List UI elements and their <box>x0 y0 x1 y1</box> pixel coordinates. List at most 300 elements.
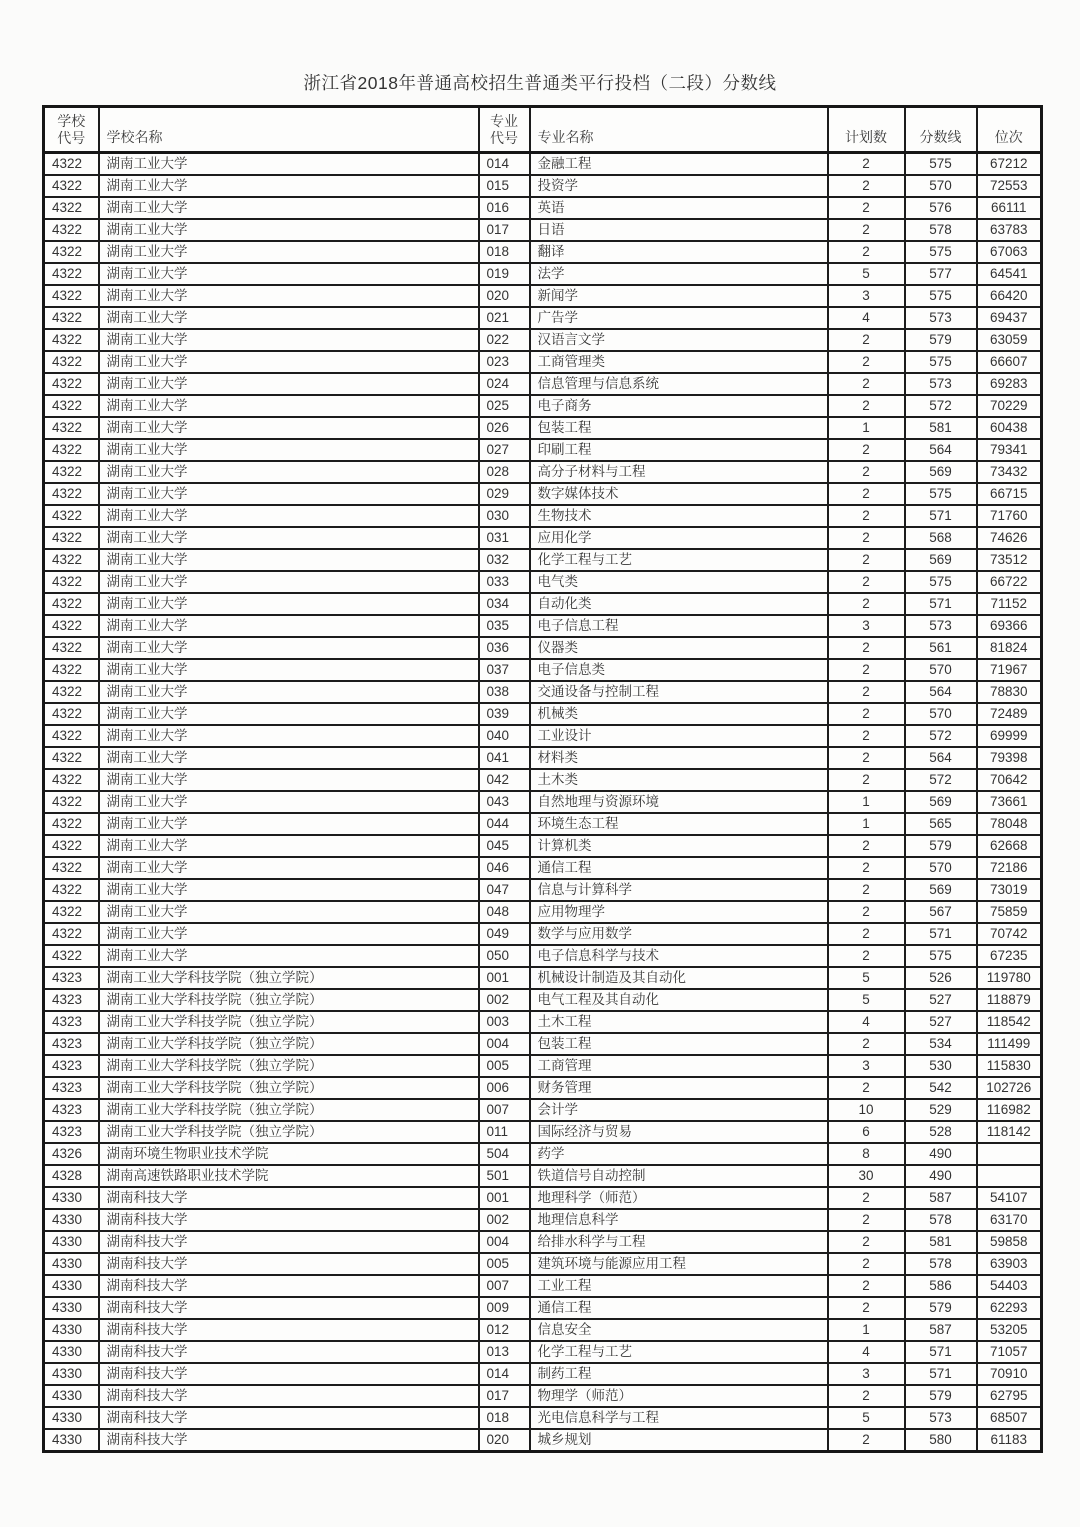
cell-rank: 54107 <box>977 1187 1042 1209</box>
cell-plan-count: 2 <box>828 395 905 417</box>
cell-school-name: 湖南工业大学 <box>99 879 479 901</box>
table-row <box>44 461 1042 483</box>
cell-major-name: 通信工程 <box>530 1297 828 1319</box>
cell-school-name: 湖南工业大学 <box>99 241 479 263</box>
cell-major-name: 会计学 <box>530 1099 828 1121</box>
cell-school-name: 湖南工业大学 <box>99 769 479 791</box>
cell-plan-count: 2 <box>828 1429 905 1452</box>
table-row <box>44 791 1042 813</box>
table-row <box>44 1341 1042 1363</box>
table-row <box>44 1055 1042 1077</box>
cell-major-code: 031 <box>479 527 530 549</box>
cell-school-name: 湖南工业大学科技学院（独立学院） <box>99 1033 479 1055</box>
cell-major-name: 药学 <box>530 1143 828 1165</box>
cell-school-code: 4323 <box>44 1055 99 1077</box>
table-row <box>44 703 1042 725</box>
cell-rank: 62668 <box>977 835 1042 857</box>
cell-major-code: 045 <box>479 835 530 857</box>
cell-school-code: 4330 <box>44 1319 99 1341</box>
cell-school-code: 4322 <box>44 241 99 263</box>
table-row <box>44 923 1042 945</box>
cell-score-line: 528 <box>905 1121 977 1143</box>
cell-rank: 119780 <box>977 967 1042 989</box>
cell-school-name: 湖南工业大学 <box>99 483 479 505</box>
cell-score-line: 570 <box>905 659 977 681</box>
cell-major-name: 化学工程与工艺 <box>530 1341 828 1363</box>
table-row <box>44 659 1042 681</box>
table-row <box>44 483 1042 505</box>
cell-score-line: 579 <box>905 1385 977 1407</box>
cell-school-code: 4322 <box>44 615 99 637</box>
cell-school-code: 4322 <box>44 593 99 615</box>
cell-major-code: 004 <box>479 1033 530 1055</box>
cell-rank: 63170 <box>977 1209 1042 1231</box>
cell-score-line: 569 <box>905 791 977 813</box>
cell-major-code: 041 <box>479 747 530 769</box>
cell-major-name: 交通设备与控制工程 <box>530 681 828 703</box>
cell-score-line: 575 <box>905 285 977 307</box>
cell-school-name: 湖南工业大学科技学院（独立学院） <box>99 967 479 989</box>
cell-rank: 62795 <box>977 1385 1042 1407</box>
cell-school-name: 湖南科技大学 <box>99 1253 479 1275</box>
table-row <box>44 241 1042 263</box>
table-row <box>44 505 1042 527</box>
cell-rank: 69999 <box>977 725 1042 747</box>
cell-score-line: 570 <box>905 857 977 879</box>
cell-school-name: 湖南工业大学 <box>99 395 479 417</box>
cell-plan-count: 2 <box>828 1275 905 1297</box>
cell-plan-count: 3 <box>828 1055 905 1077</box>
cell-score-line: 573 <box>905 373 977 395</box>
cell-plan-count: 3 <box>828 285 905 307</box>
header-row <box>44 107 1042 153</box>
cell-school-code: 4322 <box>44 175 99 197</box>
cell-score-line: 587 <box>905 1319 977 1341</box>
cell-school-code: 4330 <box>44 1407 99 1429</box>
cell-major-code: 021 <box>479 307 530 329</box>
cell-score-line: 571 <box>905 1363 977 1385</box>
cell-score-line: 575 <box>905 153 977 176</box>
cell-school-name: 湖南工业大学 <box>99 703 479 725</box>
cell-major-code: 027 <box>479 439 530 461</box>
cell-plan-count: 2 <box>828 769 905 791</box>
table-row <box>44 263 1042 285</box>
cell-school-code: 4322 <box>44 285 99 307</box>
cell-major-code: 046 <box>479 857 530 879</box>
cell-score-line: 581 <box>905 417 977 439</box>
cell-major-name: 工商管理 <box>530 1055 828 1077</box>
cell-major-name: 印刷工程 <box>530 439 828 461</box>
cell-score-line: 575 <box>905 571 977 593</box>
cell-rank: 118542 <box>977 1011 1042 1033</box>
cell-major-code: 024 <box>479 373 530 395</box>
cell-school-code: 4322 <box>44 461 99 483</box>
cell-school-name: 湖南科技大学 <box>99 1363 479 1385</box>
cell-school-code: 4330 <box>44 1429 99 1452</box>
cell-major-code: 020 <box>479 285 530 307</box>
table-row <box>44 1297 1042 1319</box>
cell-school-name: 湖南科技大学 <box>99 1429 479 1452</box>
cell-rank: 66111 <box>977 197 1042 219</box>
cell-school-code: 4323 <box>44 1077 99 1099</box>
cell-score-line: 572 <box>905 395 977 417</box>
table-row <box>44 879 1042 901</box>
cell-major-code: 018 <box>479 1407 530 1429</box>
cell-school-code: 4322 <box>44 769 99 791</box>
cell-rank: 63903 <box>977 1253 1042 1275</box>
cell-plan-count: 2 <box>828 505 905 527</box>
table-row <box>44 1275 1042 1297</box>
table-row <box>44 1011 1042 1033</box>
table-row <box>44 1253 1042 1275</box>
cell-score-line: 564 <box>905 747 977 769</box>
cell-plan-count: 1 <box>828 417 905 439</box>
cell-major-name: 城乡规划 <box>530 1429 828 1452</box>
cell-major-name: 给排水科学与工程 <box>530 1231 828 1253</box>
cell-major-name: 翻译 <box>530 241 828 263</box>
cell-major-code: 023 <box>479 351 530 373</box>
cell-rank: 66420 <box>977 285 1042 307</box>
cell-plan-count: 2 <box>828 879 905 901</box>
cell-score-line: 573 <box>905 307 977 329</box>
table-row <box>44 989 1042 1011</box>
cell-major-code: 026 <box>479 417 530 439</box>
cell-school-name: 湖南工业大学 <box>99 219 479 241</box>
cell-major-name: 投资学 <box>530 175 828 197</box>
cell-school-code: 4322 <box>44 857 99 879</box>
header-major-code: 专业 代号 <box>479 107 530 153</box>
cell-major-code: 036 <box>479 637 530 659</box>
cell-school-code: 4323 <box>44 1099 99 1121</box>
cell-school-code: 4330 <box>44 1297 99 1319</box>
cell-plan-count: 5 <box>828 967 905 989</box>
cell-plan-count: 2 <box>828 1033 905 1055</box>
table-row <box>44 307 1042 329</box>
cell-school-name: 湖南工业大学 <box>99 901 479 923</box>
cell-school-code: 4322 <box>44 835 99 857</box>
cell-rank: 66715 <box>977 483 1042 505</box>
table-row <box>44 1363 1042 1385</box>
cell-major-code: 002 <box>479 989 530 1011</box>
cell-plan-count: 2 <box>828 1209 905 1231</box>
cell-rank: 70742 <box>977 923 1042 945</box>
cell-school-name: 湖南工业大学 <box>99 461 479 483</box>
cell-major-name: 土木类 <box>530 769 828 791</box>
cell-score-line: 526 <box>905 967 977 989</box>
table-row <box>44 285 1042 307</box>
cell-major-name: 机械设计制造及其自动化 <box>530 967 828 989</box>
cell-score-line: 527 <box>905 989 977 1011</box>
cell-rank: 79398 <box>977 747 1042 769</box>
cell-plan-count: 1 <box>828 791 905 813</box>
cell-major-name: 高分子材料与工程 <box>530 461 828 483</box>
table-row <box>44 901 1042 923</box>
cell-score-line: 575 <box>905 241 977 263</box>
cell-major-name: 电气工程及其自动化 <box>530 989 828 1011</box>
cell-plan-count: 2 <box>828 571 905 593</box>
cell-major-code: 038 <box>479 681 530 703</box>
cell-major-code: 022 <box>479 329 530 351</box>
table-row <box>44 395 1042 417</box>
table-header <box>44 107 1042 153</box>
cell-plan-count: 4 <box>828 1341 905 1363</box>
cell-school-code: 4322 <box>44 747 99 769</box>
cell-score-line: 573 <box>905 1407 977 1429</box>
cell-major-code: 009 <box>479 1297 530 1319</box>
table-row <box>44 571 1042 593</box>
cell-plan-count: 10 <box>828 1099 905 1121</box>
cell-major-code: 015 <box>479 175 530 197</box>
cell-plan-count: 2 <box>828 703 905 725</box>
cell-major-name: 广告学 <box>530 307 828 329</box>
cell-rank: 75859 <box>977 901 1042 923</box>
cell-plan-count: 2 <box>828 725 905 747</box>
cell-major-name: 应用物理学 <box>530 901 828 923</box>
cell-major-code: 035 <box>479 615 530 637</box>
cell-school-code: 4322 <box>44 879 99 901</box>
cell-major-name: 光电信息科学与工程 <box>530 1407 828 1429</box>
cell-score-line: 581 <box>905 1231 977 1253</box>
cell-rank: 70642 <box>977 769 1042 791</box>
cell-school-code: 4322 <box>44 681 99 703</box>
cell-major-code: 047 <box>479 879 530 901</box>
cell-rank: 79341 <box>977 439 1042 461</box>
table-row <box>44 373 1042 395</box>
cell-score-line: 571 <box>905 1341 977 1363</box>
cell-major-code: 001 <box>479 967 530 989</box>
cell-school-code: 4328 <box>44 1165 99 1187</box>
cell-score-line: 571 <box>905 923 977 945</box>
cell-school-code: 4326 <box>44 1143 99 1165</box>
cell-major-name: 铁道信号自动控制 <box>530 1165 828 1187</box>
cell-major-name: 金融工程 <box>530 153 828 176</box>
cell-rank: 115830 <box>977 1055 1042 1077</box>
cell-school-code: 4330 <box>44 1363 99 1385</box>
table-row <box>44 813 1042 835</box>
cell-major-code: 040 <box>479 725 530 747</box>
cell-score-line: 573 <box>905 615 977 637</box>
cell-major-name: 土木工程 <box>530 1011 828 1033</box>
table-row <box>44 725 1042 747</box>
cell-plan-count: 2 <box>828 527 905 549</box>
table-row <box>44 351 1042 373</box>
cell-rank: 64541 <box>977 263 1042 285</box>
cell-major-name: 通信工程 <box>530 857 828 879</box>
cell-score-line: 570 <box>905 175 977 197</box>
cell-school-code: 4322 <box>44 153 99 176</box>
table-row <box>44 1385 1042 1407</box>
cell-score-line: 572 <box>905 769 977 791</box>
cell-rank: 68507 <box>977 1407 1042 1429</box>
table-row <box>44 835 1042 857</box>
cell-school-code: 4322 <box>44 637 99 659</box>
cell-school-name: 湖南工业大学 <box>99 373 479 395</box>
cell-major-code: 034 <box>479 593 530 615</box>
table-row <box>44 747 1042 769</box>
cell-major-code: 018 <box>479 241 530 263</box>
cell-major-name: 新闻学 <box>530 285 828 307</box>
cell-school-code: 4322 <box>44 945 99 967</box>
cell-rank: 60438 <box>977 417 1042 439</box>
cell-major-name: 工商管理类 <box>530 351 828 373</box>
cell-major-code: 004 <box>479 1231 530 1253</box>
cell-major-name: 电子信息科学与技术 <box>530 945 828 967</box>
table-row <box>44 219 1042 241</box>
cell-school-name: 湖南科技大学 <box>99 1385 479 1407</box>
cell-major-name: 计算机类 <box>530 835 828 857</box>
cell-rank: 62293 <box>977 1297 1042 1319</box>
cell-school-code: 4322 <box>44 197 99 219</box>
cell-major-code: 039 <box>479 703 530 725</box>
cell-plan-count: 2 <box>828 1077 905 1099</box>
cell-major-code: 030 <box>479 505 530 527</box>
cell-school-code: 4330 <box>44 1253 99 1275</box>
table-row <box>44 1165 1042 1187</box>
cell-plan-count: 2 <box>828 483 905 505</box>
cell-rank: 111499 <box>977 1033 1042 1055</box>
table-row <box>44 197 1042 219</box>
header-school-name: 学校名称 <box>99 107 479 153</box>
cell-score-line: 580 <box>905 1429 977 1452</box>
table-body <box>44 153 1042 1452</box>
cell-major-code: 012 <box>479 1319 530 1341</box>
cell-plan-count: 2 <box>828 197 905 219</box>
cell-plan-count: 2 <box>828 747 905 769</box>
cell-school-name: 湖南工业大学 <box>99 197 479 219</box>
cell-rank: 71760 <box>977 505 1042 527</box>
cell-score-line: 578 <box>905 1253 977 1275</box>
cell-major-name: 地理信息科学 <box>530 1209 828 1231</box>
cell-school-name: 湖南工业大学科技学院（独立学院） <box>99 1011 479 1033</box>
cell-plan-count: 2 <box>828 549 905 571</box>
cell-school-code: 4330 <box>44 1275 99 1297</box>
cell-rank <box>977 1165 1042 1187</box>
cell-score-line: 565 <box>905 813 977 835</box>
cell-school-name: 湖南工业大学科技学院（独立学院） <box>99 1099 479 1121</box>
cell-school-name: 湖南科技大学 <box>99 1319 479 1341</box>
header-rank: 位次 <box>977 107 1042 153</box>
cell-plan-count: 2 <box>828 219 905 241</box>
table-row <box>44 175 1042 197</box>
cell-rank: 54403 <box>977 1275 1042 1297</box>
cell-rank: 72553 <box>977 175 1042 197</box>
cell-rank: 70229 <box>977 395 1042 417</box>
cell-score-line: 575 <box>905 483 977 505</box>
cell-plan-count: 2 <box>828 593 905 615</box>
cell-plan-count: 3 <box>828 615 905 637</box>
cell-score-line: 575 <box>905 945 977 967</box>
cell-major-name: 化学工程与工艺 <box>530 549 828 571</box>
cell-school-code: 4322 <box>44 901 99 923</box>
cell-plan-count: 2 <box>828 1297 905 1319</box>
table-row <box>44 769 1042 791</box>
cell-major-code: 011 <box>479 1121 530 1143</box>
cell-rank: 71967 <box>977 659 1042 681</box>
cell-plan-count: 2 <box>828 835 905 857</box>
cell-major-name: 地理科学（师范） <box>530 1187 828 1209</box>
cell-school-name: 湖南工业大学 <box>99 527 479 549</box>
cell-school-code: 4323 <box>44 967 99 989</box>
cell-school-name: 湖南工业大学 <box>99 571 479 593</box>
cell-major-code: 032 <box>479 549 530 571</box>
cell-plan-count: 4 <box>828 307 905 329</box>
cell-school-name: 湖南工业大学 <box>99 923 479 945</box>
cell-school-name: 湖南工业大学 <box>99 835 479 857</box>
cell-major-code: 504 <box>479 1143 530 1165</box>
cell-school-code: 4323 <box>44 1011 99 1033</box>
cell-rank: 71057 <box>977 1341 1042 1363</box>
cell-rank: 69283 <box>977 373 1042 395</box>
table-row <box>44 1077 1042 1099</box>
cell-rank: 72489 <box>977 703 1042 725</box>
cell-school-code: 4330 <box>44 1385 99 1407</box>
cell-score-line: 586 <box>905 1275 977 1297</box>
table-row <box>44 1209 1042 1231</box>
cell-score-line: 569 <box>905 879 977 901</box>
cell-rank: 73661 <box>977 791 1042 813</box>
cell-school-name: 湖南工业大学 <box>99 593 479 615</box>
cell-rank: 71152 <box>977 593 1042 615</box>
cell-major-code: 014 <box>479 153 530 176</box>
cell-school-name: 湖南工业大学 <box>99 549 479 571</box>
cell-school-code: 4330 <box>44 1341 99 1363</box>
cell-major-name: 电子信息类 <box>530 659 828 681</box>
cell-major-name: 数字媒体技术 <box>530 483 828 505</box>
table-row <box>44 615 1042 637</box>
cell-rank: 81824 <box>977 637 1042 659</box>
cell-school-name: 湖南工业大学科技学院（独立学院） <box>99 1121 479 1143</box>
cell-school-name: 湖南科技大学 <box>99 1341 479 1363</box>
cell-plan-count: 2 <box>828 153 905 176</box>
table-row <box>44 967 1042 989</box>
cell-rank: 59858 <box>977 1231 1042 1253</box>
table-row <box>44 153 1042 176</box>
cell-school-code: 4322 <box>44 351 99 373</box>
cell-school-name: 湖南环境生物职业技术学院 <box>99 1143 479 1165</box>
cell-major-code: 017 <box>479 219 530 241</box>
cell-school-name: 湖南工业大学 <box>99 791 479 813</box>
cell-major-name: 包装工程 <box>530 1033 828 1055</box>
table-row <box>44 681 1042 703</box>
cell-plan-count: 2 <box>828 175 905 197</box>
cell-plan-count: 2 <box>828 637 905 659</box>
cell-major-name: 自然地理与资源环境 <box>530 791 828 813</box>
cell-rank: 73432 <box>977 461 1042 483</box>
cell-school-name: 湖南工业大学科技学院（独立学院） <box>99 1055 479 1077</box>
header-plan-count: 计划数 <box>828 107 905 153</box>
cell-rank: 53205 <box>977 1319 1042 1341</box>
cell-major-name: 电子商务 <box>530 395 828 417</box>
cell-score-line: 568 <box>905 527 977 549</box>
cell-school-name: 湖南工业大学 <box>99 505 479 527</box>
cell-plan-count: 2 <box>828 439 905 461</box>
cell-major-name: 建筑环境与能源应用工程 <box>530 1253 828 1275</box>
cell-school-name: 湖南工业大学 <box>99 681 479 703</box>
cell-school-name: 湖南科技大学 <box>99 1407 479 1429</box>
cell-major-code: 017 <box>479 1385 530 1407</box>
cell-major-code: 043 <box>479 791 530 813</box>
cell-major-name: 电气类 <box>530 571 828 593</box>
cell-major-name: 英语 <box>530 197 828 219</box>
cell-school-name: 湖南高速铁路职业技术学院 <box>99 1165 479 1187</box>
cell-school-name: 湖南科技大学 <box>99 1187 479 1209</box>
cell-major-code: 014 <box>479 1363 530 1385</box>
cell-school-name: 湖南科技大学 <box>99 1275 479 1297</box>
table-row <box>44 1407 1042 1429</box>
cell-major-code: 033 <box>479 571 530 593</box>
cell-school-name: 湖南工业大学 <box>99 945 479 967</box>
cell-major-name: 包装工程 <box>530 417 828 439</box>
